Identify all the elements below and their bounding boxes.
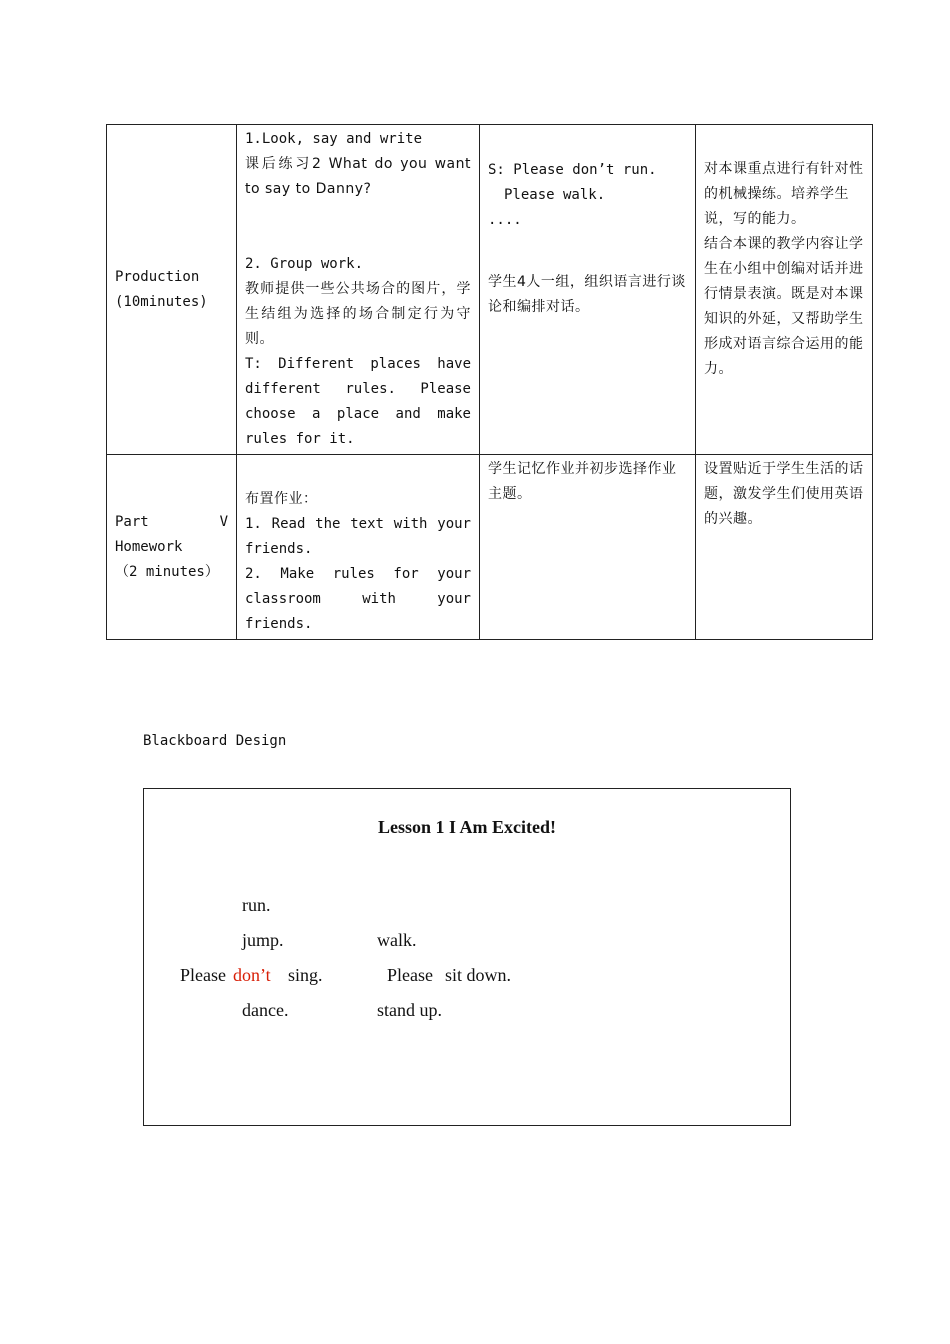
- please-left: Please: [180, 965, 226, 985]
- production-students-cell: [480, 125, 696, 455]
- purpose-roleplay: 结合本课的教学内容让学生在小组中创编对话并进行情景表演。既是对本课知识的外延，又帮助学生形成对语言综合运用的能力。: [704, 236, 864, 377]
- student-dots: ....: [488, 212, 522, 228]
- homework-item-2: 2. Make rules for your classroom with your friends.: [245, 566, 471, 632]
- word-jump: jump.: [242, 930, 284, 950]
- lesson-plan-table: [106, 124, 873, 640]
- production-purpose-cell: [696, 125, 873, 455]
- assign-homework: 布置作业：: [245, 491, 318, 507]
- blackboard-title: Lesson 1 I Am Excited!: [377, 817, 556, 837]
- word-stand-up: stand up.: [377, 1000, 442, 1020]
- production-activities-cell: [237, 125, 480, 455]
- homework-students-cell: 学生记忆作业并初步选择作业主题。: [480, 455, 696, 640]
- part-label: Part: [115, 513, 149, 530]
- homework-purpose-cell: 设置贴近于学生生活的话题，激发学生们使用英语的兴趣。: [696, 455, 873, 640]
- production-stage-cell: [107, 125, 237, 455]
- production-stage-time: (10minutes): [115, 293, 208, 310]
- homework-stage-name: Homework: [115, 538, 183, 555]
- group-work: 2. Group work.: [245, 256, 364, 272]
- please-right: Please: [387, 965, 433, 985]
- production-row: [107, 125, 873, 455]
- homework-stage-time: （2 minutes）: [115, 563, 219, 580]
- group-discuss-text: 学生4人一组，组织语言进行谈论和编排对话。: [488, 274, 686, 315]
- student-line-1: S: Please don’t run.: [488, 162, 657, 178]
- blackboard-design-label: Blackboard Design: [143, 733, 287, 749]
- homework-stage-cell: [107, 455, 237, 640]
- homework-row: [107, 455, 873, 640]
- student-line-2: Please walk.: [504, 187, 606, 203]
- homework-item-1: 1. Read the text with your friends.: [245, 516, 471, 557]
- production-stage-name: Production: [115, 268, 200, 285]
- purpose-drill: 对本课重点进行有针对性的机械操练。培养学生说，写的能力。: [704, 161, 864, 227]
- blackboard-box: [143, 788, 791, 1126]
- word-run: run.: [242, 895, 271, 915]
- teacher-pictures-text: 教师提供一些公共场合的图片，学生结组为选择的场合制定行为守则。: [245, 281, 471, 347]
- word-dance: dance.: [242, 1000, 289, 1020]
- look-say-write: 1.Look, say and write: [245, 131, 423, 147]
- word-dont: don’t: [233, 965, 271, 985]
- exercise-prompt: 课后练习2 What do you want to say to Danny?: [245, 156, 471, 197]
- word-sing: sing.: [288, 965, 323, 985]
- word-sit-down: sit down.: [445, 965, 512, 985]
- homework-activities-cell: [237, 455, 480, 640]
- word-walk: walk.: [377, 930, 417, 950]
- teacher-line: T: Different places have different rules. Please choose a place and make rules for it.: [245, 356, 471, 447]
- part-number: V: [219, 513, 228, 530]
